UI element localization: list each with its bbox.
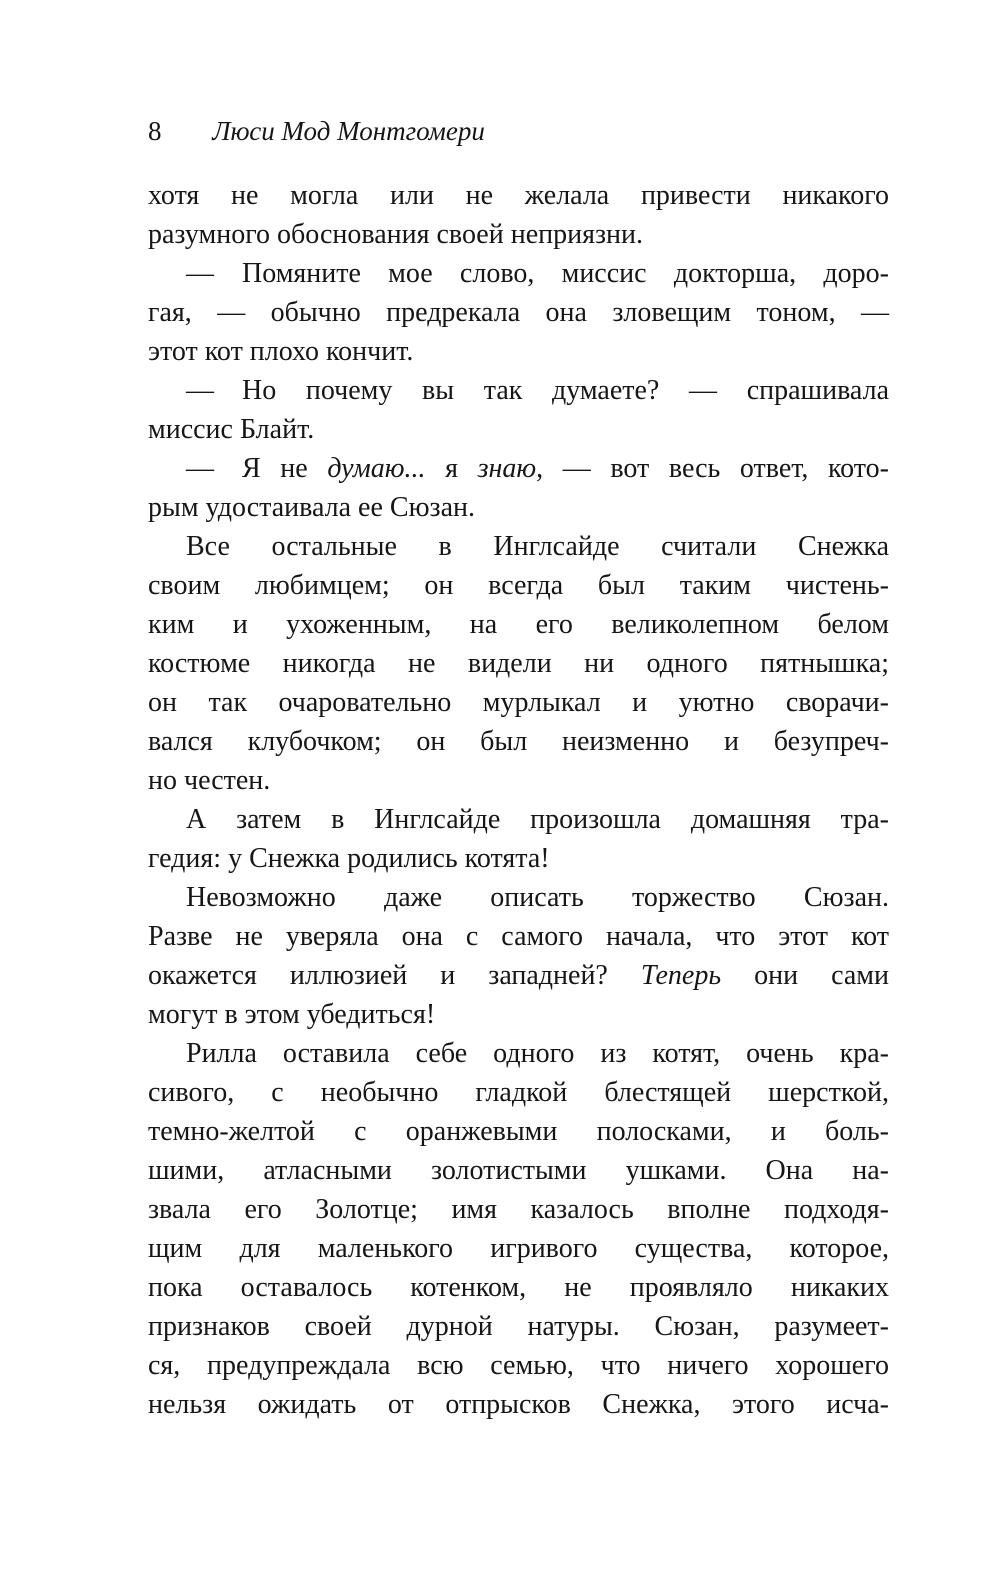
text-run: гедия: у Снежка родились котята! xyxy=(148,843,550,874)
text-run: миссис Блайт. xyxy=(148,414,315,445)
text-run: он так очаровательно мурлыкал и уютно сворачи- xyxy=(148,687,889,718)
text-line xyxy=(148,176,889,215)
text-run: окажется иллюзией и западней? xyxy=(148,960,641,991)
text-line xyxy=(148,1073,889,1112)
text-run: — Я не xyxy=(186,453,328,484)
text-line xyxy=(148,722,889,761)
emphasized-text: Теперь xyxy=(640,960,722,991)
text-line xyxy=(148,761,889,800)
text-run: признаков своей дурной натуры. Сюзан, разумеет- xyxy=(148,1311,889,1342)
text-line xyxy=(148,1346,889,1385)
text-run: шими, атласными золотистыми ушками. Она на- xyxy=(148,1155,889,1186)
text-line xyxy=(148,1034,889,1073)
text-run: щим для маленького игривого существа, которое, xyxy=(148,1233,889,1264)
text-run: они сами xyxy=(721,960,889,991)
text-run: ким и ухоженным, на его великолепном белом xyxy=(148,609,889,640)
running-title: Люси Мод Монтгомери xyxy=(212,116,485,146)
text-line xyxy=(148,332,889,371)
text-line xyxy=(148,1229,889,1268)
text-run: нельзя ожидать от отпрысков Снежка, этого исча- xyxy=(148,1389,889,1420)
text-line xyxy=(148,1190,889,1229)
text-run: А затем в Инглсайде произошла домашняя тра- xyxy=(186,804,889,835)
text-line xyxy=(148,956,889,995)
text-run: , — вот весь ответ, кото- xyxy=(536,453,889,484)
text-line xyxy=(148,566,889,605)
text-run: Все остальные в Инглсайде считали Снежка xyxy=(186,531,889,562)
text-line xyxy=(148,449,889,488)
text-line xyxy=(148,371,889,410)
text-line xyxy=(148,605,889,644)
text-line xyxy=(148,800,889,839)
text-line xyxy=(148,215,889,254)
running-header xyxy=(148,114,889,148)
text-run: Рилла оставила себе одного из котят, очень кра- xyxy=(186,1038,889,1069)
text-line xyxy=(148,917,889,956)
text-line xyxy=(148,527,889,566)
text-line xyxy=(148,1385,889,1424)
text-line xyxy=(148,254,889,293)
text-run: звала его Золотце; имя казалось вполне подходя- xyxy=(148,1194,889,1225)
text-run: пока оставалось котенком, не проявляло никаких xyxy=(148,1272,889,1303)
text-run: этот кот плохо кончит. xyxy=(148,336,414,367)
text-run: Невозможно даже описать торжество Сюзан. xyxy=(186,882,889,913)
text-line xyxy=(148,410,889,449)
text-line xyxy=(148,1151,889,1190)
text-run: я xyxy=(425,453,478,484)
text-line xyxy=(148,1112,889,1151)
text-line xyxy=(148,995,889,1034)
text-line xyxy=(148,644,889,683)
text-line xyxy=(148,683,889,722)
text-line xyxy=(148,293,889,332)
emphasized-text: знаю xyxy=(477,453,537,484)
text-run: рым удостаивала ее Сюзан. xyxy=(148,492,475,523)
text-run: — Помяните мое слово, миссис докторша, доро- xyxy=(186,258,889,289)
text-line xyxy=(148,1307,889,1346)
page-number: 8 xyxy=(148,116,162,146)
text-run: гая, — обычно предрекала она зловещим тоном, — xyxy=(148,297,889,328)
text-line xyxy=(148,1268,889,1307)
text-line xyxy=(148,488,889,527)
text-run: сивого, с необычно гладкой блестящей шерсткой, xyxy=(148,1077,889,1108)
text-run: ся, предупреждала всю семью, что ничего хорошего xyxy=(148,1350,889,1381)
text-line xyxy=(148,878,889,917)
page-body xyxy=(148,176,889,1424)
text-run: костюме никогда не видели ни одного пятнышка; xyxy=(148,648,889,679)
text-line xyxy=(148,839,889,878)
text-run: могут в этом убедиться! xyxy=(148,999,436,1030)
text-run: разумного обоснования своей неприязни. xyxy=(148,219,644,250)
text-run: темно-желтой с оранжевыми полосками, и боль- xyxy=(148,1116,889,1147)
text-run: своим любимцем; он всегда был таким чистень- xyxy=(148,570,889,601)
text-run: — Но почему вы так думаете? — спрашивала xyxy=(186,375,889,406)
text-run: хотя не могла или не желала привести никакого xyxy=(148,180,889,211)
text-run: Разве не уверяла она с самого начала, что этот кот xyxy=(148,921,889,952)
emphasized-text: думаю... xyxy=(327,453,426,484)
text-run: но честен. xyxy=(148,765,271,796)
text-run: вался клубочком; он был неизменно и безупреч- xyxy=(148,726,889,757)
